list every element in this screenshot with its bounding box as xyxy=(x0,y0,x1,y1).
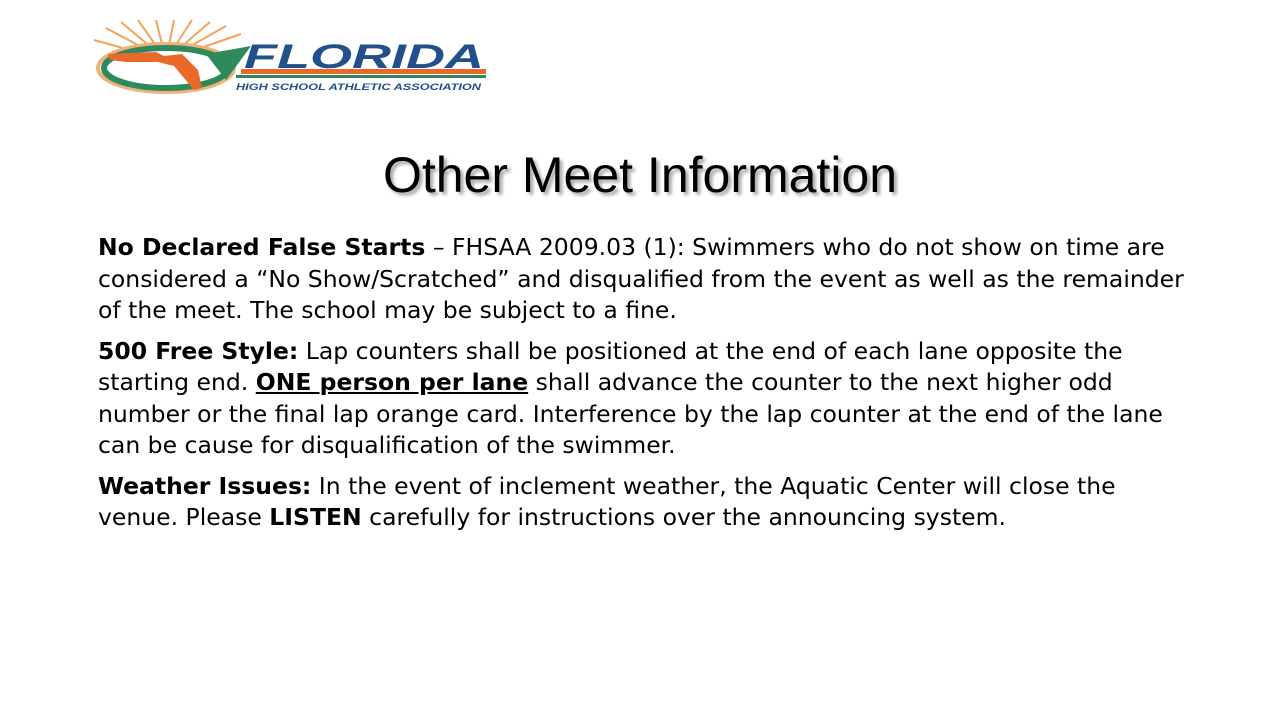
slide-body xyxy=(98,232,1198,543)
paragraph-text: carefully for instructions over the announcing system. xyxy=(361,503,1006,531)
paragraph-lead: Weather Issues: xyxy=(98,471,312,500)
paragraph-500-free-style xyxy=(98,336,1198,462)
bold-emphasis: LISTEN xyxy=(269,503,362,531)
logo-word: FLORIDA xyxy=(244,38,484,76)
fhsaa-logo xyxy=(86,20,496,100)
fhsaa-logo-graphic xyxy=(86,20,496,100)
paragraph-text: In the event of inclement weather, the Aquatic Center will close the venue. Please xyxy=(98,471,1116,531)
paragraph-weather-issues xyxy=(98,471,1198,534)
paragraph-lead: 500 Free Style: xyxy=(98,336,299,365)
logo-subtitle: HIGH SCHOOL ATHLETIC ASSOCIATION xyxy=(236,82,482,92)
slide-title: Other Meet Information xyxy=(382,147,898,203)
paragraph-text: Lap counters shall be positioned at the end of each lane opposite the starting end. xyxy=(98,336,1123,396)
paragraph-lead: No Declared False Starts xyxy=(98,233,426,261)
underlined-emphasis: ONE person per lane xyxy=(255,368,529,396)
paragraph-text: – FHSAA 2009.03 (1): Swimmers who do not show on time are considered a “No Show/Scratched” and disqualified from the event as well as the remainder of the meet. The school may be subject to a fine. xyxy=(98,233,1184,324)
paragraph-false-starts xyxy=(98,232,1198,327)
paragraph-text: shall advance the counter to the next higher odd number or the final lap orange card. Interference by the lap counter at the end of the lane can be cause for disqualification of the swimmer. xyxy=(98,368,1163,459)
